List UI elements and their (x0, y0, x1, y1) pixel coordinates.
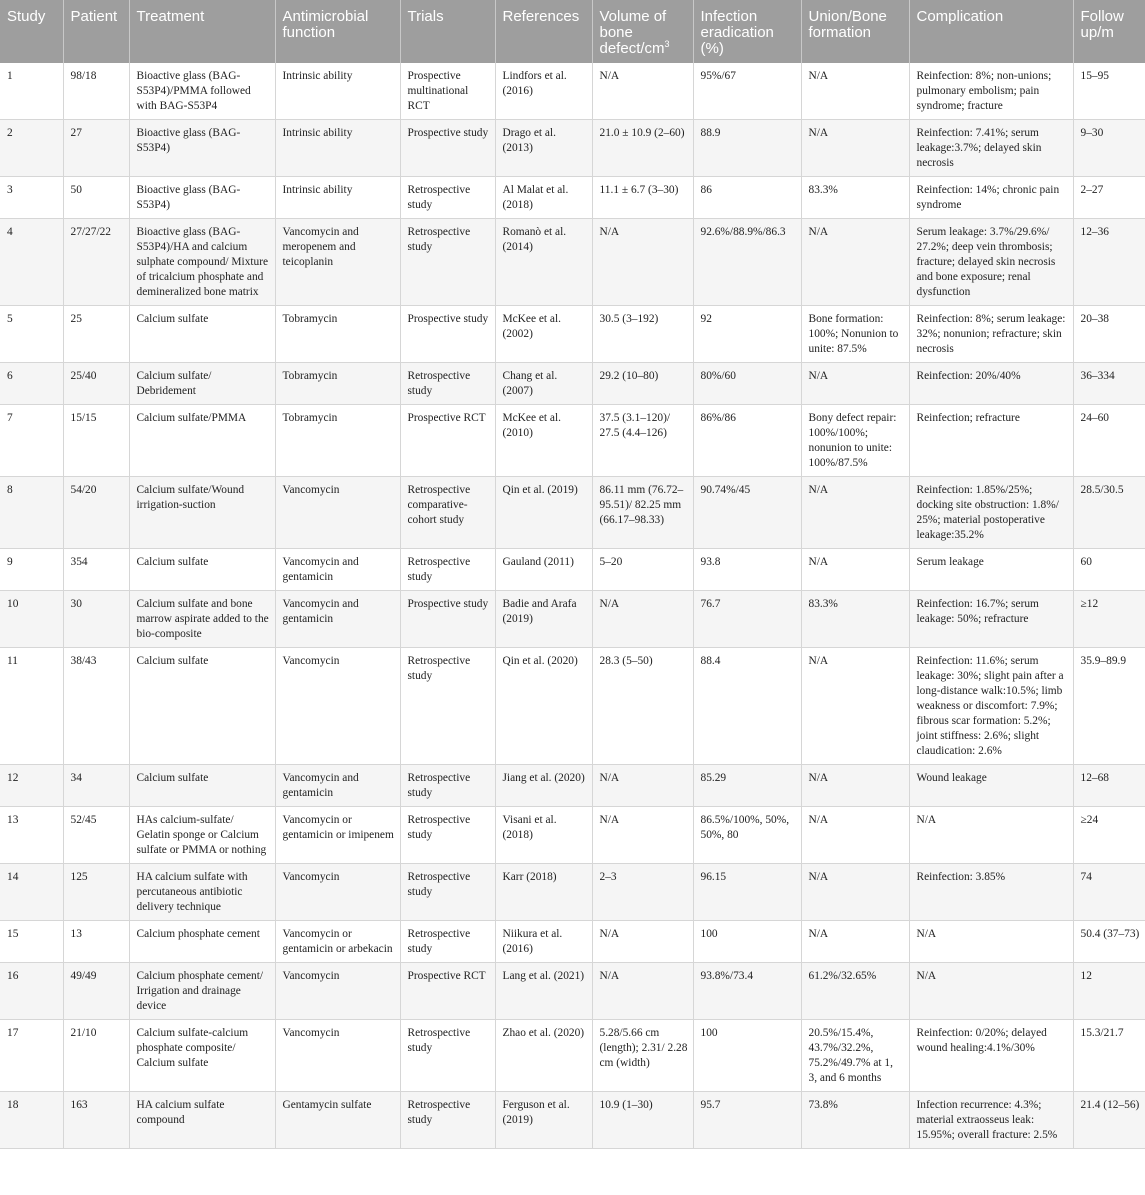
cell-references: Drago et al. (2013) (495, 120, 592, 177)
cell-volume: N/A (592, 63, 693, 120)
cell-patient: 27 (63, 120, 129, 177)
cell-complication: Reinfection: 0/20%; delayed wound healing:4.1%/30% (909, 1020, 1073, 1092)
header-union: Union/Bone formation (801, 0, 909, 63)
cell-union: 61.2%/32.65% (801, 963, 909, 1020)
cell-complication: Reinfection: 7.41%; serum leakage:3.7%; delayed skin necrosis (909, 120, 1073, 177)
cell-infection: 95%/67 (693, 63, 801, 120)
cell-union: N/A (801, 807, 909, 864)
cell-antimicrobial: Vancomycin or gentamicin or arbekacin (275, 921, 400, 963)
cell-trials: Retrospective study (400, 648, 495, 765)
cell-treatment: Bioactive glass (BAG-S53P4) (129, 177, 275, 219)
cell-study: 9 (0, 549, 63, 591)
cell-volume: N/A (592, 963, 693, 1020)
cell-infection: 90.74%/45 (693, 477, 801, 549)
cell-infection: 86%/86 (693, 405, 801, 477)
cell-follow: 9–30 (1073, 120, 1145, 177)
cell-references: Niikura et al. (2016) (495, 921, 592, 963)
cell-references: McKee et al. (2010) (495, 405, 592, 477)
cell-antimicrobial: Intrinsic ability (275, 63, 400, 120)
cell-volume: 21.0 ± 10.9 (2–60) (592, 120, 693, 177)
cell-complication: Reinfection; refracture (909, 405, 1073, 477)
cell-union: N/A (801, 765, 909, 807)
cell-volume: N/A (592, 591, 693, 648)
cell-trials: Retrospective study (400, 177, 495, 219)
cell-volume: 5–20 (592, 549, 693, 591)
cell-infection: 88.9 (693, 120, 801, 177)
cell-antimicrobial: Tobramycin (275, 306, 400, 363)
cell-treatment: Bioactive glass (BAG-S53P4)/PMMA followed with BAG-S53P4 (129, 63, 275, 120)
cell-trials: Retrospective study (400, 219, 495, 306)
cell-follow: 15–95 (1073, 63, 1145, 120)
cell-volume: N/A (592, 807, 693, 864)
cell-complication: Wound leakage (909, 765, 1073, 807)
table-row (0, 807, 1145, 864)
cell-trials: Prospective RCT (400, 405, 495, 477)
cell-treatment: Bioactive glass (BAG-S53P4) (129, 120, 275, 177)
header-infection: Infection eradication (%) (693, 0, 801, 63)
cell-trials: Retrospective comparative-cohort study (400, 477, 495, 549)
cell-study: 18 (0, 1092, 63, 1149)
table-row (0, 648, 1145, 765)
table-row (0, 864, 1145, 921)
cell-references: Al Malat et al. (2018) (495, 177, 592, 219)
cell-references: Qin et al. (2019) (495, 477, 592, 549)
cell-infection: 93.8 (693, 549, 801, 591)
cell-follow: 35.9–89.9 (1073, 648, 1145, 765)
cell-references: Gauland (2011) (495, 549, 592, 591)
cell-patient: 125 (63, 864, 129, 921)
cell-patient: 21/10 (63, 1020, 129, 1092)
cell-references: Romanò et al. (2014) (495, 219, 592, 306)
cell-study: 6 (0, 363, 63, 405)
cell-follow: 36–334 (1073, 363, 1145, 405)
cell-antimicrobial: Vancomycin (275, 477, 400, 549)
cell-treatment: HA calcium sulfate compound (129, 1092, 275, 1149)
cell-infection: 86.5%/100%, 50%, 50%, 80 (693, 807, 801, 864)
header-patient: Patient (63, 0, 129, 63)
cell-trials: Retrospective study (400, 1092, 495, 1149)
cell-references: Karr (2018) (495, 864, 592, 921)
cell-patient: 49/49 (63, 963, 129, 1020)
cell-union: Bony defect repair: 100%/100%; nonunion to unite: 100%/87.5% (801, 405, 909, 477)
cell-follow: 60 (1073, 549, 1145, 591)
cell-complication: Infection recurrence: 4.3%; material extraosseus leak: 15.95%; overall fracture: 2.5% (909, 1092, 1073, 1149)
cell-infection: 86 (693, 177, 801, 219)
cell-follow: 28.5/30.5 (1073, 477, 1145, 549)
cell-trials: Prospective study (400, 120, 495, 177)
cell-antimicrobial: Tobramycin (275, 363, 400, 405)
cell-complication: Reinfection: 16.7%; serum leakage: 50%; refracture (909, 591, 1073, 648)
cell-union: N/A (801, 363, 909, 405)
cell-treatment: Calcium phosphate cement (129, 921, 275, 963)
cell-follow: 12 (1073, 963, 1145, 1020)
table-body (0, 63, 1145, 1149)
cell-follow: 24–60 (1073, 405, 1145, 477)
cell-volume: 5.28/5.66 cm (length); 2.31/ 2.28 cm (width) (592, 1020, 693, 1092)
cell-infection: 92.6%/88.9%/86.3 (693, 219, 801, 306)
header-study: Study (0, 0, 63, 63)
cell-union: 83.3% (801, 177, 909, 219)
cell-treatment: Calcium sulfate (129, 765, 275, 807)
cell-patient: 25 (63, 306, 129, 363)
table-row (0, 477, 1145, 549)
header-treatment: Treatment (129, 0, 275, 63)
cell-patient: 15/15 (63, 405, 129, 477)
cell-union: N/A (801, 120, 909, 177)
cell-study: 13 (0, 807, 63, 864)
cell-union: N/A (801, 648, 909, 765)
header-complication: Complication (909, 0, 1073, 63)
cell-volume: 86.11 mm (76.72–95.51)/ 82.25 mm (66.17–98.33) (592, 477, 693, 549)
cell-trials: Retrospective study (400, 363, 495, 405)
cell-infection: 100 (693, 921, 801, 963)
table-row (0, 963, 1145, 1020)
cell-patient: 25/40 (63, 363, 129, 405)
cell-references: Lindfors et al. (2016) (495, 63, 592, 120)
header-follow: Follow up/m (1073, 0, 1145, 63)
cell-treatment: HAs calcium-sulfate/ Gelatin sponge or Calcium sulfate or PMMA or nothing (129, 807, 275, 864)
cell-antimicrobial: Vancomycin and gentamicin (275, 549, 400, 591)
cell-treatment: Bioactive glass (BAG-S53P4)/HA and calcium sulphate compound/ Mixture of tricalcium phosphate and demineralized bone matrix (129, 219, 275, 306)
cell-infection: 80%/60 (693, 363, 801, 405)
cell-references: Zhao et al. (2020) (495, 1020, 592, 1092)
cell-antimicrobial: Tobramycin (275, 405, 400, 477)
cell-infection: 88.4 (693, 648, 801, 765)
cell-patient: 52/45 (63, 807, 129, 864)
cell-trials: Prospective multinational RCT (400, 63, 495, 120)
cell-complication: Reinfection: 1.85%/25%; docking site obstruction: 1.8%/ 25%; material postoperative leakage:35.2% (909, 477, 1073, 549)
table-row (0, 363, 1145, 405)
cell-complication: Reinfection: 8%; serum leakage: 32%; nonunion; refracture; skin necrosis (909, 306, 1073, 363)
header-volume-exponent: 3 (664, 39, 670, 49)
cell-antimicrobial: Vancomycin and gentamicin (275, 591, 400, 648)
cell-references: McKee et al. (2002) (495, 306, 592, 363)
cell-antimicrobial: Vancomycin (275, 1020, 400, 1092)
cell-references: Visani et al. (2018) (495, 807, 592, 864)
cell-complication: Serum leakage (909, 549, 1073, 591)
cell-follow: ≥12 (1073, 591, 1145, 648)
cell-references: Qin et al. (2020) (495, 648, 592, 765)
table-row (0, 219, 1145, 306)
cell-trials: Retrospective study (400, 765, 495, 807)
table-row (0, 1092, 1145, 1149)
cell-patient: 34 (63, 765, 129, 807)
table-row (0, 306, 1145, 363)
cell-union: N/A (801, 864, 909, 921)
cell-study: 1 (0, 63, 63, 120)
cell-antimicrobial: Vancomycin and meropenem and teicoplanin (275, 219, 400, 306)
cell-volume: 28.3 (5–50) (592, 648, 693, 765)
cell-trials: Retrospective study (400, 807, 495, 864)
cell-antimicrobial: Intrinsic ability (275, 120, 400, 177)
cell-follow: 12–68 (1073, 765, 1145, 807)
cell-study: 3 (0, 177, 63, 219)
cell-volume: 37.5 (3.1–120)/ 27.5 (4.4–126) (592, 405, 693, 477)
cell-treatment: Calcium sulfate (129, 306, 275, 363)
cell-trials: Retrospective study (400, 549, 495, 591)
cell-complication: N/A (909, 807, 1073, 864)
table-row (0, 765, 1145, 807)
cell-follow: 12–36 (1073, 219, 1145, 306)
cell-patient: 13 (63, 921, 129, 963)
cell-patient: 27/27/22 (63, 219, 129, 306)
cell-union: N/A (801, 219, 909, 306)
cell-infection: 92 (693, 306, 801, 363)
cell-infection: 96.15 (693, 864, 801, 921)
cell-treatment: Calcium sulfate/ Debridement (129, 363, 275, 405)
cell-infection: 95.7 (693, 1092, 801, 1149)
cell-volume: 2–3 (592, 864, 693, 921)
cell-follow: 21.4 (12–56) (1073, 1092, 1145, 1149)
cell-union: N/A (801, 63, 909, 120)
cell-infection: 100 (693, 1020, 801, 1092)
cell-patient: 54/20 (63, 477, 129, 549)
header-references: References (495, 0, 592, 63)
cell-study: 2 (0, 120, 63, 177)
table-row (0, 1020, 1145, 1092)
cell-follow: 74 (1073, 864, 1145, 921)
table-row (0, 405, 1145, 477)
table-header (0, 0, 1145, 63)
header-antimicrobial: Antimicrobial function (275, 0, 400, 63)
cell-study: 4 (0, 219, 63, 306)
cell-union: N/A (801, 549, 909, 591)
cell-patient: 30 (63, 591, 129, 648)
cell-study: 11 (0, 648, 63, 765)
cell-antimicrobial: Vancomycin and gentamicin (275, 765, 400, 807)
cell-follow: 20–38 (1073, 306, 1145, 363)
cell-references: Chang et al. (2007) (495, 363, 592, 405)
cell-references: Ferguson et al. (2019) (495, 1092, 592, 1149)
cell-study: 5 (0, 306, 63, 363)
cell-trials: Prospective RCT (400, 963, 495, 1020)
cell-study: 7 (0, 405, 63, 477)
table-row (0, 591, 1145, 648)
header-trials: Trials (400, 0, 495, 63)
cell-trials: Prospective study (400, 591, 495, 648)
cell-study: 16 (0, 963, 63, 1020)
cell-antimicrobial: Gentamycin sulfate (275, 1092, 400, 1149)
cell-volume: N/A (592, 219, 693, 306)
cell-complication: Reinfection: 20%/40% (909, 363, 1073, 405)
cell-trials: Retrospective study (400, 1020, 495, 1092)
table-row (0, 177, 1145, 219)
cell-references: Jiang et al. (2020) (495, 765, 592, 807)
cell-volume: N/A (592, 921, 693, 963)
cell-study: 8 (0, 477, 63, 549)
cell-references: Badie and Arafa (2019) (495, 591, 592, 648)
cell-treatment: Calcium phosphate cement/ Irrigation and drainage device (129, 963, 275, 1020)
table-row (0, 549, 1145, 591)
cell-study: 15 (0, 921, 63, 963)
cell-complication: Reinfection: 14%; chronic pain syndrome (909, 177, 1073, 219)
cell-study: 12 (0, 765, 63, 807)
cell-treatment: Calcium sulfate (129, 549, 275, 591)
cell-complication: Reinfection: 8%; non-unions; pulmonary embolism; pain syndrome; fracture (909, 63, 1073, 120)
cell-complication: Reinfection: 11.6%; serum leakage: 30%; slight pain after a long-distance walk:10.5%; limb weakness or discomfort: 7.9%; fibrous scar formation: 5.2%; joint stiffness: 2.6%; slight claudication: 2.6% (909, 648, 1073, 765)
cell-patient: 50 (63, 177, 129, 219)
cell-trials: Prospective study (400, 306, 495, 363)
cell-union: 20.5%/15.4%, 43.7%/32.2%, 75.2%/49.7% at 1, 3, and 6 months (801, 1020, 909, 1092)
cell-volume: 10.9 (1–30) (592, 1092, 693, 1149)
cell-follow: ≥24 (1073, 807, 1145, 864)
cell-antimicrobial: Vancomycin or gentamicin or imipenem (275, 807, 400, 864)
header-volume-label: Volume of bone defect/cm (599, 8, 667, 57)
cell-follow: 15.3/21.7 (1073, 1020, 1145, 1092)
cell-antimicrobial: Vancomycin (275, 864, 400, 921)
cell-infection: 85.29 (693, 765, 801, 807)
cell-complication: Reinfection: 3.85% (909, 864, 1073, 921)
cell-volume: N/A (592, 765, 693, 807)
cell-infection: 93.8%/73.4 (693, 963, 801, 1020)
table-row (0, 63, 1145, 120)
cell-volume: 11.1 ± 6.7 (3–30) (592, 177, 693, 219)
cell-union: 83.3% (801, 591, 909, 648)
cell-study: 10 (0, 591, 63, 648)
cell-union: N/A (801, 921, 909, 963)
cell-treatment: Calcium sulfate (129, 648, 275, 765)
cell-antimicrobial: Vancomycin (275, 963, 400, 1020)
cell-follow: 2–27 (1073, 177, 1145, 219)
cell-union: 73.8% (801, 1092, 909, 1149)
cell-treatment: Calcium sulfate/PMMA (129, 405, 275, 477)
cell-treatment: Calcium sulfate/Wound irrigation-suction (129, 477, 275, 549)
cell-patient: 354 (63, 549, 129, 591)
cell-complication: N/A (909, 921, 1073, 963)
cell-patient: 38/43 (63, 648, 129, 765)
cell-treatment: Calcium sulfate and bone marrow aspirate added to the bio-composite (129, 591, 275, 648)
header-volume (592, 0, 693, 63)
cell-treatment: Calcium sulfate-calcium phosphate composite/ Calcium sulfate (129, 1020, 275, 1092)
cell-antimicrobial: Vancomycin (275, 648, 400, 765)
cell-patient: 163 (63, 1092, 129, 1149)
cell-volume: 30.5 (3–192) (592, 306, 693, 363)
cell-patient: 98/18 (63, 63, 129, 120)
cell-union: Bone formation: 100%; Nonunion to unite: 87.5% (801, 306, 909, 363)
cell-antimicrobial: Intrinsic ability (275, 177, 400, 219)
cell-trials: Retrospective study (400, 921, 495, 963)
table-row (0, 120, 1145, 177)
cell-references: Lang et al. (2021) (495, 963, 592, 1020)
cell-trials: Retrospective study (400, 864, 495, 921)
cell-study: 17 (0, 1020, 63, 1092)
cell-complication: Serum leakage: 3.7%/29.6%/ 27.2%; deep vein thrombosis; fracture; delayed skin necrosis and bone exposure; renal dysfunction (909, 219, 1073, 306)
cell-volume: 29.2 (10–80) (592, 363, 693, 405)
table-row (0, 921, 1145, 963)
header-row (0, 0, 1145, 63)
cell-follow: 50.4 (37–73) (1073, 921, 1145, 963)
cell-study: 14 (0, 864, 63, 921)
cell-union: N/A (801, 477, 909, 549)
cell-infection: 76.7 (693, 591, 801, 648)
cell-complication: N/A (909, 963, 1073, 1020)
cell-treatment: HA calcium sulfate with percutaneous antibiotic delivery technique (129, 864, 275, 921)
